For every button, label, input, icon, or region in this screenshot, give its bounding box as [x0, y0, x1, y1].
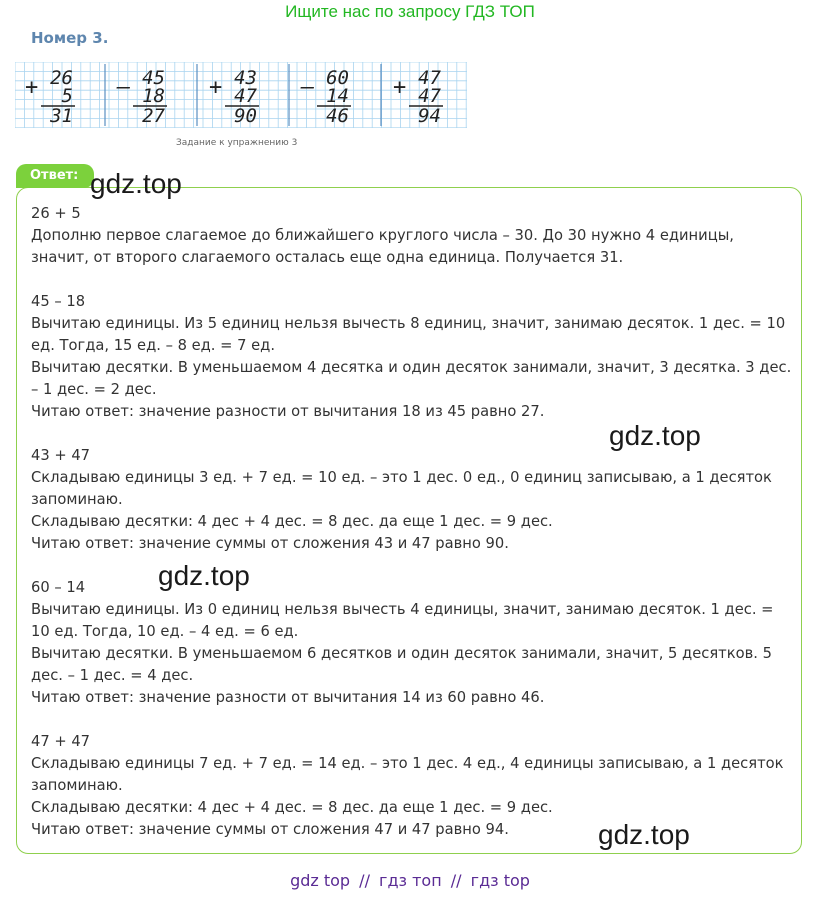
footer-link[interactable]: гдз top	[470, 871, 530, 890]
solution-title: 26 + 5	[31, 205, 81, 222]
footer-separator: //	[450, 871, 462, 890]
exercise-problems	[25, 64, 443, 127]
watermark: gdz.top	[598, 819, 690, 850]
solution-block	[31, 291, 796, 423]
solution-line: Складываю десятки: 4 дес + 4 дес. = 8 дес. да еще 1 дес. = 9 дес.	[31, 513, 553, 530]
result-number: 94	[418, 105, 441, 127]
solution-line: Складываю единицы 3 ед. + 7 ед. = 10 ед. – это 1 дес. 0 ед., 0 единиц записываю, а 1 десяток запоминаю.	[31, 469, 772, 508]
solution-title: 43 + 47	[31, 447, 91, 464]
operand-top: 47	[418, 67, 441, 89]
solution-line: Складываю единицы 7 ед. + 7 ед. = 14 ед. – это 1 дес. 4 ед., 4 единицы записываю, а 1 десяток запоминаю.	[31, 755, 784, 794]
solution-line: Вычитаю десятки. В уменьшаемом 6 десятков и один десяток занимали, значит, 5 десятков. 5 дес. – 1 дес. = 4 дес.	[31, 645, 772, 684]
operand-bottom: 14	[326, 85, 349, 107]
solution-line: Читаю ответ: значение суммы от сложения 47 и 47 равно 94.	[31, 821, 509, 838]
watermark: gdz.top	[158, 560, 250, 591]
solution-line: Дополню первое слагаемое до ближайшего круглого числа – 30. До 30 нужно 4 единицы, значит, от второго слагаемого осталась еще одна единица. Получается 31.	[31, 227, 734, 266]
solution-line: Вычитаю единицы. Из 0 единиц нельзя вычесть 4 единицы, значит, занимаю десяток. 1 дес. = 10 ед. Тогда, 10 ед. – 4 ед. = 6 ед.	[31, 601, 774, 640]
operand-top: 26	[50, 67, 73, 89]
operator-sign: +	[393, 75, 407, 100]
solution-title: 60 – 14	[31, 579, 86, 596]
solution-title: 47 + 47	[31, 733, 91, 750]
solution-title: 45 – 18	[31, 293, 86, 310]
result-number: 90	[234, 105, 257, 127]
operand-bottom: 47	[418, 85, 441, 107]
watermark: gdz.top	[90, 168, 182, 199]
solution-line: Вычитаю десятки. В уменьшаемом 4 десятка и один десяток занимали, значит, 3 десятка. 3 дес. – 1 дес. = 2 дес.	[31, 359, 792, 398]
operand-bottom: 18	[142, 85, 165, 107]
footer-separator: //	[359, 871, 370, 890]
result-number: 46	[326, 105, 349, 127]
answer-content	[31, 203, 796, 863]
operand-bottom: 47	[234, 85, 257, 107]
operand-top: 43	[234, 67, 257, 89]
footer-links	[0, 871, 820, 890]
operator-sign: +	[209, 75, 223, 100]
operand-top: 45	[142, 67, 165, 89]
solution-block	[31, 445, 796, 555]
image-caption: Задание к упражнению 3	[176, 138, 298, 148]
operand-top: 60	[326, 67, 349, 89]
exercise-image	[15, 62, 467, 128]
answer-badge: Ответ:	[16, 164, 94, 188]
operator-sign: +	[25, 75, 39, 100]
solution-block	[31, 203, 796, 269]
solution-line: Читаю ответ: значение разности от вычитания 18 из 45 равно 27.	[31, 403, 545, 420]
top-banner[interactable]: Ищите нас по запросу ГДЗ ТОП	[285, 2, 535, 21]
operand-bottom: 5	[61, 85, 73, 107]
solution-line: Читаю ответ: значение суммы от сложения 43 и 47 равно 90.	[31, 535, 509, 552]
result-number: 27	[142, 105, 165, 127]
watermark: gdz.top	[609, 420, 701, 451]
task-number-heading: Номер 3.	[31, 29, 109, 47]
solution-block	[31, 577, 796, 709]
solution-line: Вычитаю единицы. Из 5 единиц нельзя вычесть 8 единиц, значит, занимаю десяток. 1 дес. = 10 ед. Тогда, 15 ед. – 8 ед. = 7 ед.	[31, 315, 786, 354]
footer-link[interactable]: гдз топ	[379, 871, 442, 890]
operator-sign: –	[117, 75, 131, 100]
solution-line: Складываю десятки: 4 дес + 4 дес. = 8 дес. да еще 1 дес. = 9 дес.	[31, 799, 553, 816]
operator-sign: –	[301, 75, 315, 100]
result-number: 31	[50, 105, 73, 127]
footer-link[interactable]: gdz top	[290, 871, 351, 890]
solution-line: Читаю ответ: значение разности от вычитания 14 из 60 равно 46.	[31, 689, 545, 706]
